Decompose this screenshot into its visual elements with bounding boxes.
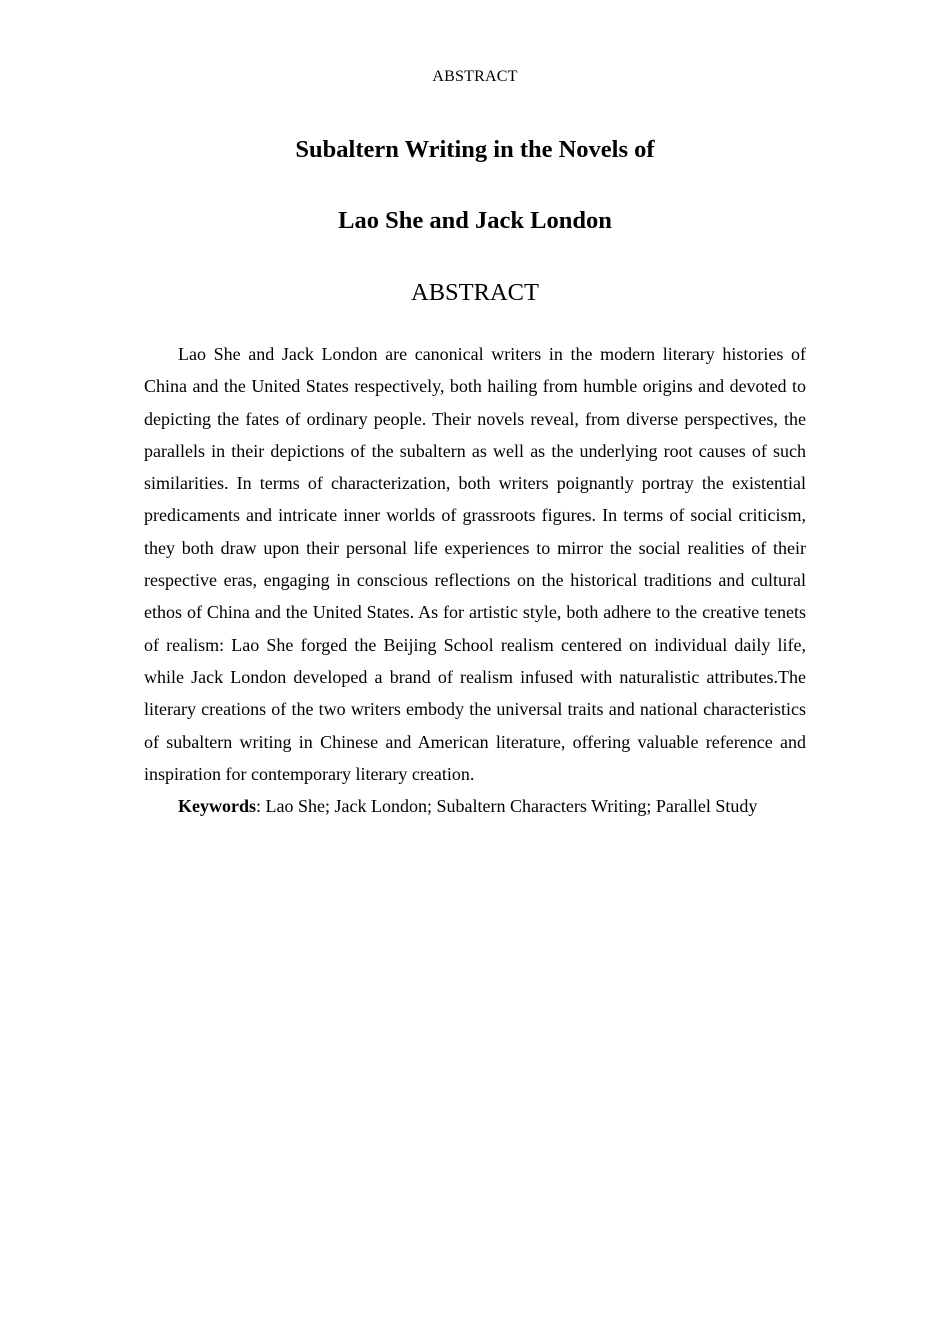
keywords-text: Lao She; Jack London; Subaltern Characters Writing; Parallel Study — [265, 796, 758, 817]
keywords-paragraph — [144, 790, 806, 822]
keywords-separator: : — [256, 796, 266, 817]
title-line-1: Subaltern Writing in the Novels of — [295, 136, 655, 163]
keywords-label: Keywords — [178, 796, 256, 817]
abstract-body — [144, 338, 806, 822]
abstract-paragraph: Lao She and Jack London are canonical writers in the modern literary histories of China and the United States respectively, both hailing from humble origins and devoted to depicting the fates of ordinary people. Their novels reveal, from diverse perspectives, the parallels in their depictions of the subaltern as well as the underlying root causes of such similarities. In terms of characterization, both writers poignantly portray the existential predicaments and intricate inner worlds of grassroots figures. In terms of social criticism, they both draw upon their personal life experiences to mirror the social realities of their respective eras, engaging in conscious reflections on the historical traditions and cultural ethos of China and the United States. As for artistic style, both adhere to the creative tenets of realism: Lao She forged the Beijing School realism centered on individual daily life, while Jack London developed a brand of realism infused with naturalistic attributes.The literary creations of the two writers embody the universal traits and national characteristics of subaltern writing in Chinese and American literature, offering valuable reference and inspiration for contemporary literary creation. — [144, 344, 806, 784]
title-line-2: Lao She and Jack London — [338, 207, 612, 234]
abstract-heading: ABSTRACT — [411, 279, 539, 306]
running-header: ABSTRACT — [432, 68, 518, 85]
